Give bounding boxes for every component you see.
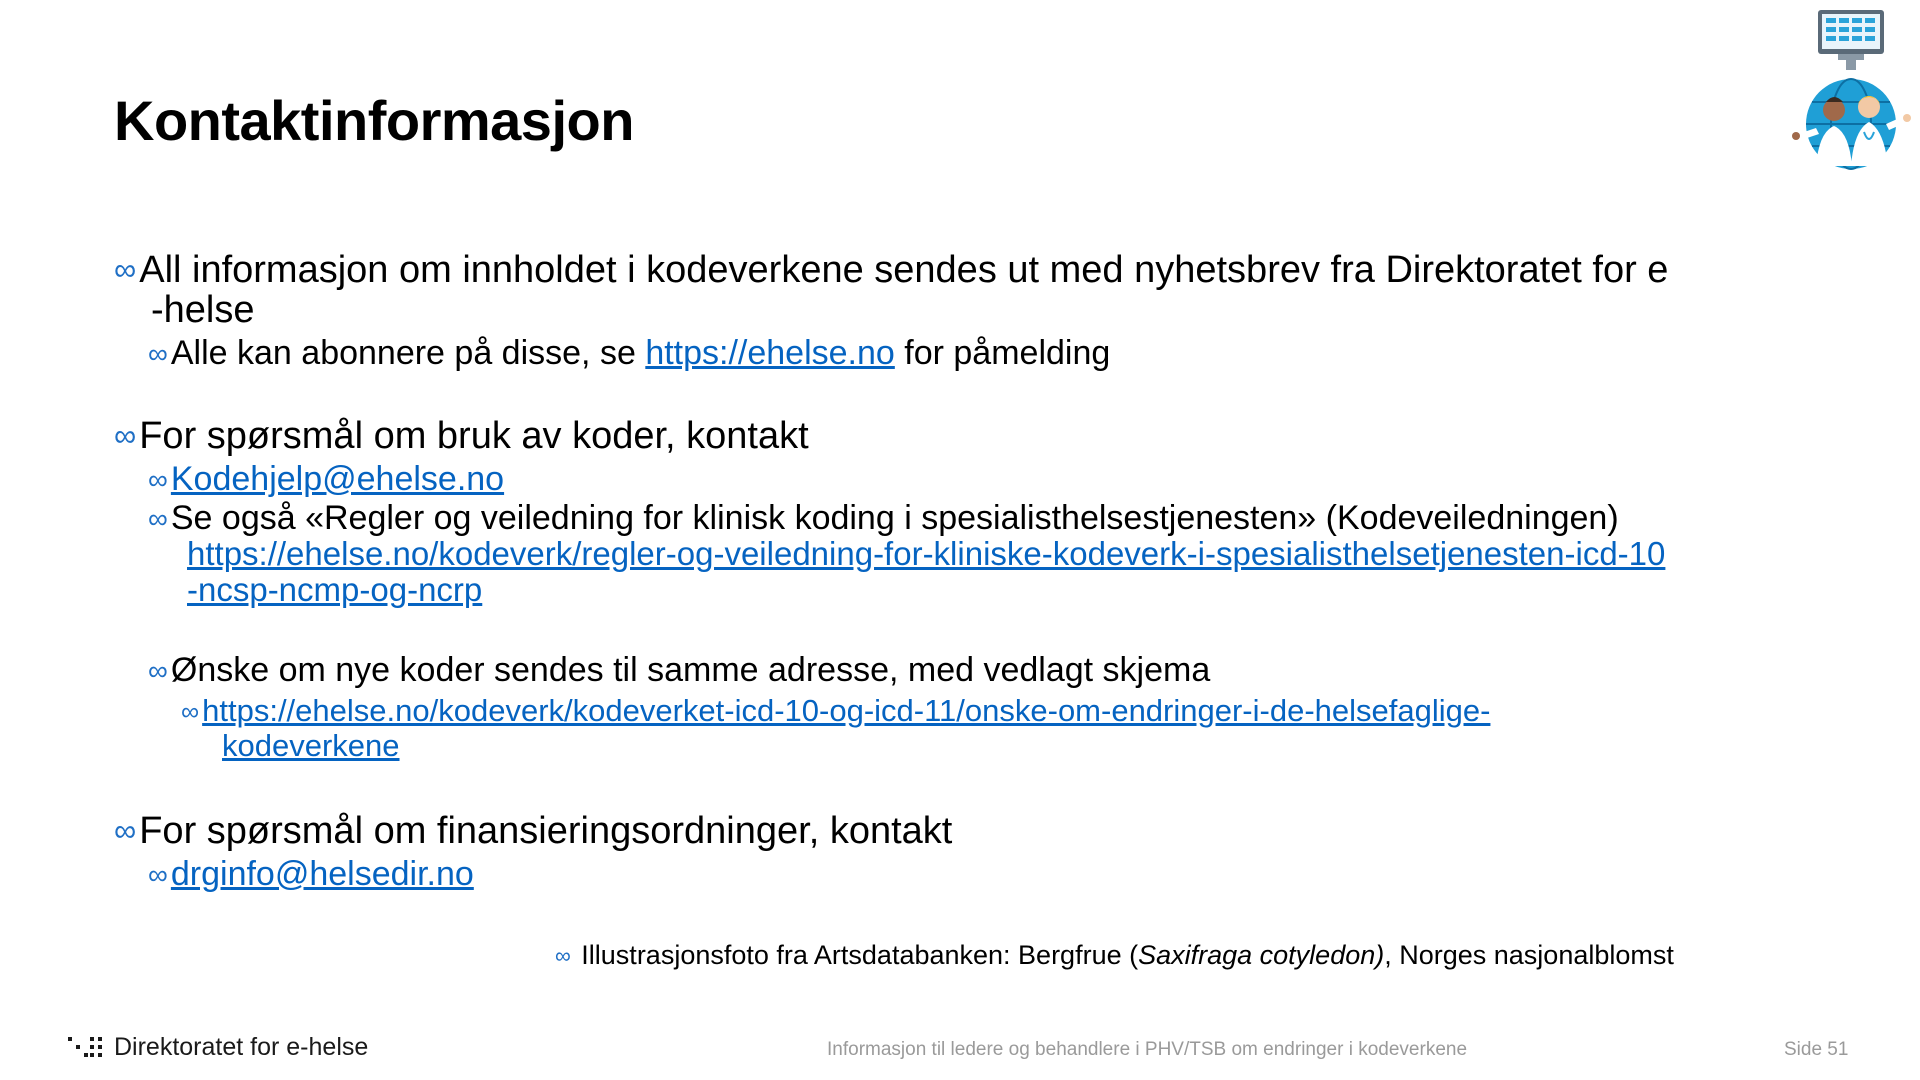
bullet-subscribe	[148, 336, 1110, 370]
bullet-text: For spørsmål om bruk av koder, kontakt	[139, 415, 809, 457]
infinity-bullet-icon: ∞	[148, 654, 168, 686]
bullet-financing-questions	[114, 812, 952, 850]
bullet-see-also	[148, 501, 1619, 535]
bullet-new-codes	[148, 653, 1210, 687]
bullet-text: For spørsmål om finansieringsordninger, kontakt	[139, 810, 953, 852]
bullet-newsletter	[114, 251, 1668, 289]
infinity-bullet-icon: ∞	[148, 463, 168, 495]
footer-caption: Informasjon til ledere og behandlere i PHV/TSB om endringer i kodeverkene	[827, 1039, 1468, 1060]
kodeveiledning-link-container	[187, 537, 1665, 570]
footer-page-number: Side 51	[1784, 1039, 1849, 1060]
photo-credit-post: , Norges nasjonalblomst	[1384, 940, 1674, 970]
infinity-bullet-icon: ∞	[181, 697, 200, 726]
subscribe-text-post: for påmelding	[894, 334, 1111, 372]
kodeveiledning-link-line2[interactable]: -ncsp-ncmp-og-ncrp	[187, 571, 483, 608]
photo-credit-pre: Illustrasjonsfoto fra Artsdatabanken: Bergfrue (	[581, 940, 1139, 970]
bullet-drginfo-email	[148, 857, 474, 891]
new-codes-link-container-2	[222, 730, 400, 761]
infinity-bullet-icon: ∞	[148, 337, 168, 369]
bullet-new-codes-link	[181, 695, 1490, 726]
infinity-bullet-icon: ∞	[114, 813, 137, 849]
new-codes-text: Ønske om nye koder sendes til samme adresse, med vedlagt skjema	[170, 651, 1211, 689]
drginfo-email-link[interactable]: drginfo@helsedir.no	[170, 855, 474, 893]
infinity-bullet-icon: ∞	[114, 252, 137, 288]
infinity-bullet-icon: ∞	[114, 418, 137, 454]
photo-credit-species: Saxifraga cotyledon)	[1138, 940, 1385, 970]
kodeveiledning-link-container-2	[187, 573, 482, 606]
bullet-kodehjelp-email	[148, 462, 504, 496]
infinity-bullet-icon: ∞	[148, 502, 168, 534]
photo-credit-note	[555, 942, 1674, 969]
kodehjelp-email-link[interactable]: Kodehjelp@ehelse.no	[170, 460, 505, 498]
footer-logo	[68, 1033, 368, 1062]
dot-matrix-logo-icon	[68, 1035, 106, 1061]
infinity-bullet-icon: ∞	[148, 858, 168, 890]
slide-title: Kontaktinformasjon	[114, 89, 634, 152]
new-codes-form-link-line1[interactable]: https://ehelse.no/kodeverk/kodeverket-icd-10-og-icd-11/onske-om-endringer-i-de-helsefaglige-	[202, 693, 1491, 728]
see-also-text: Se også «Regler og veiledning for klinisk koding i spesialisthelsestjenesten» (Kodeveiledningen)	[170, 499, 1619, 537]
bullet-code-questions	[114, 417, 809, 455]
bullet-newsletter-continuation: -helse	[151, 289, 255, 331]
kodeveiledning-link-line1[interactable]: https://ehelse.no/kodeverk/regler-og-veiledning-for-kliniske-kodeverk-i-spesialisthelsetjenesten-icd-10	[187, 535, 1666, 572]
footer-org-name: Direktoratet for e-helse	[114, 1033, 369, 1061]
new-codes-form-link-line2[interactable]: kodeverkene	[222, 728, 400, 763]
globe-doctors-illustration	[1776, 6, 1916, 176]
bullet-text: All informasjon om innholdet i kodeverkene sendes ut med nyhetsbrev fra Direktoratet for e	[139, 249, 1669, 291]
ehelse-link[interactable]: https://ehelse.no	[645, 334, 895, 372]
subscribe-text-pre: Alle kan abonnere på disse, se	[170, 334, 646, 372]
infinity-bullet-icon: ∞	[555, 942, 571, 968]
